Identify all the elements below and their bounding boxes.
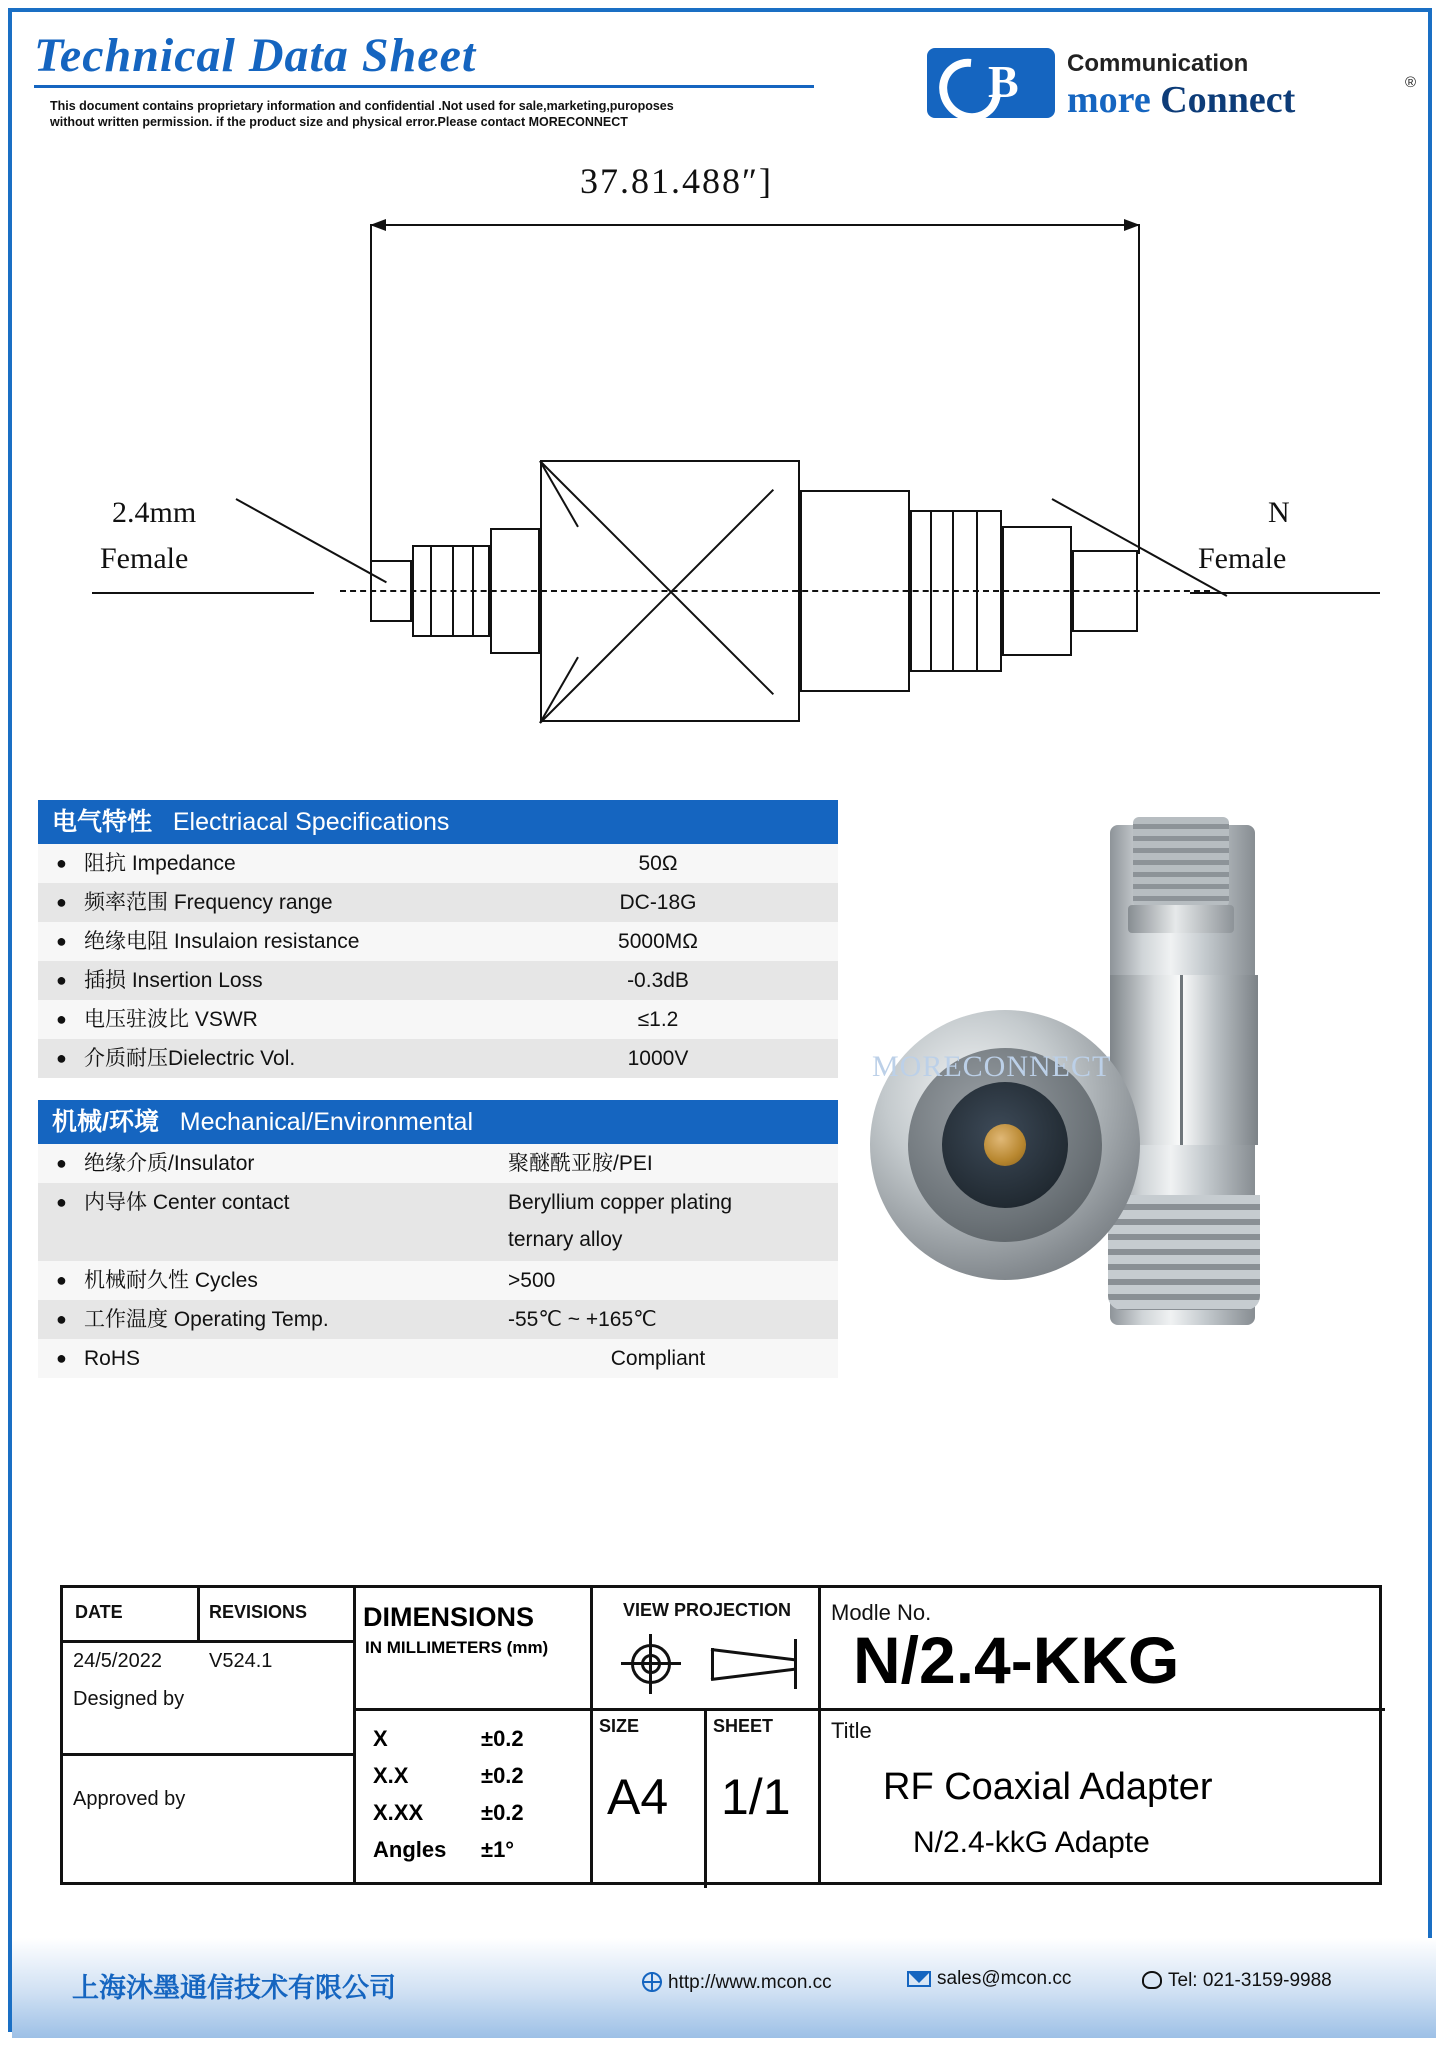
footer-phone-text: Tel: 021-3159-9988 (1168, 1970, 1332, 1991)
spec-name: 介质耐压Dielectric Vol. (84, 1047, 296, 1070)
logo-brand (1067, 78, 1295, 122)
title-block (60, 1585, 1382, 1885)
footer-website[interactable] (642, 1968, 832, 1994)
spec-value: 50Ω (638, 852, 678, 875)
spec-value: 5000MΩ (618, 930, 698, 953)
footer-company-name: 上海沐墨通信技术有限公司 (72, 1973, 396, 2003)
spec-name: 工作温度 Operating Temp. (84, 1308, 329, 1331)
bullet-icon: ● (56, 1048, 67, 1068)
tolerance-xxx-key: X.XX (373, 1800, 424, 1825)
mechanical-heading-en: Mechanical/Environmental (179, 1108, 473, 1136)
bullet-icon: ● (56, 1192, 67, 1212)
spec-value: ≤1.2 (637, 1008, 679, 1031)
tb-hline-3 (590, 1708, 1385, 1711)
product-photo (860, 795, 1400, 1395)
title-value: RF Coaxial Adapter (883, 1766, 1213, 1808)
spec-name: 阻抗 Impedance (84, 852, 236, 875)
electrical-heading (38, 800, 838, 844)
left-callout-size: 2.4mm (112, 496, 197, 529)
dimension-line (370, 224, 1140, 226)
spec-value: >500 (508, 1269, 556, 1292)
footer-email[interactable] (907, 1968, 1071, 1990)
size-value: A4 (607, 1769, 669, 1825)
spec-value: Compliant (610, 1347, 706, 1370)
mechanical-heading-cn: 机械/环境 (52, 1108, 159, 1136)
document-header (22, 22, 1418, 132)
page-title: Technical Data Sheet (34, 28, 814, 88)
bullet-icon: ● (56, 853, 67, 873)
photo-top-collar (1128, 905, 1234, 933)
mechanical-heading (38, 1100, 838, 1144)
photo-hex-edge (1180, 975, 1183, 1145)
dimensions-sub-label: IN MILLIMETERS (mm) (365, 1638, 549, 1657)
tb-hline-2 (63, 1753, 353, 1756)
spec-value-line2: ternary alloy (508, 1228, 623, 1251)
table-row (38, 961, 838, 1000)
spec-value: Beryllium copper plating (508, 1191, 733, 1214)
tb-vline-1 (353, 1588, 356, 1882)
bullet-icon: ● (56, 1348, 67, 1368)
tolerance-angles-key: Angles (373, 1837, 447, 1862)
bullet-icon: ● (56, 1153, 67, 1173)
spec-name: 绝缘介质/Insulator (84, 1152, 255, 1175)
revisions-label: REVISIONS (209, 1602, 308, 1622)
tb-hline-4 (353, 1708, 590, 1711)
photo-center-contact (984, 1124, 1026, 1166)
table-row (38, 1261, 838, 1300)
company-logo (927, 42, 1427, 122)
footer-website-text: http://www.mcon.cc (668, 1972, 832, 1993)
bullet-icon: ● (56, 1309, 67, 1329)
date-value: 24/5/2022 (73, 1650, 162, 1672)
logo-brand-connect: Connect (1160, 79, 1296, 121)
table-row (38, 922, 838, 961)
bullet-icon: ● (56, 1270, 67, 1290)
designed-by-label: Designed by (73, 1688, 185, 1710)
spec-name: 内导体 Center contact (84, 1191, 290, 1214)
connector-body-top-chamfer (612, 460, 800, 462)
document-footer (12, 1938, 1436, 2038)
spec-value: -0.3dB (627, 969, 689, 992)
logo-mark-icon (927, 48, 1055, 118)
footer-phone (1142, 1968, 1332, 1992)
spec-name: 插损 Insertion Loss (84, 969, 263, 992)
bullet-icon: ● (56, 892, 67, 912)
electrical-heading-en: Electriacal Specifications (172, 808, 450, 836)
spec-name: 绝缘电阻 Insulaion resistance (84, 930, 360, 953)
spec-value: 1000V (627, 1047, 689, 1070)
logo-tagline: Communication (1067, 50, 1249, 77)
disclaimer-line-1: This document contains proprietary information and confidential .Not used for sale,marketing,puroposes (50, 99, 674, 113)
tolerance-angles-val: ±1° (481, 1837, 515, 1862)
extension-line-right (1138, 224, 1140, 554)
tb-hline-1 (63, 1640, 353, 1643)
left-callout-gender: Female (100, 542, 189, 575)
sheet-value: 1/1 (721, 1769, 791, 1825)
view-projection-label: VIEW PROJECTION (623, 1600, 792, 1620)
spec-value: -55℃ ~ +165℃ (508, 1308, 657, 1331)
title-label: Title (831, 1718, 872, 1743)
dimensions-label: DIMENSIONS (363, 1602, 535, 1632)
sheet-label: SHEET (713, 1716, 774, 1736)
photo-bottom-thread (1108, 1195, 1260, 1310)
model-label: Modle No. (831, 1600, 932, 1625)
disclaimer (50, 98, 850, 130)
table-row (38, 1144, 838, 1183)
logo-letter: B (988, 56, 1019, 107)
tolerance-xx-val: ±0.2 (481, 1763, 524, 1788)
date-label: DATE (75, 1602, 123, 1622)
projection-symbol-icon (623, 1636, 679, 1692)
tb-vline-2 (590, 1588, 593, 1882)
spec-name: 频率范围 Frequency range (84, 891, 333, 914)
projection-cone-icon (711, 1640, 797, 1688)
globe-icon (642, 1972, 662, 1992)
table-row (38, 1000, 838, 1039)
tb-vline-5 (704, 1708, 707, 1888)
bullet-icon: ● (56, 1009, 67, 1029)
size-label: SIZE (599, 1716, 640, 1736)
title-sub-value: N/2.4-kkG Adapte (913, 1826, 1150, 1859)
table-row (38, 1183, 838, 1261)
technical-drawing (40, 160, 1410, 780)
photo-watermark: MORECONNECT (872, 1050, 1112, 1083)
right-callout-size: N (1268, 496, 1290, 529)
center-line (340, 590, 1210, 592)
tolerance-x-key: X (373, 1726, 388, 1751)
table-row (38, 883, 838, 922)
photo-top-thread (1133, 817, 1229, 907)
table-row (38, 1339, 838, 1378)
tolerance-x-val: ±0.2 (481, 1726, 524, 1751)
revisions-value: V524.1 (209, 1650, 273, 1672)
bullet-icon: ● (56, 931, 67, 951)
disclaimer-line-2: without written permission. if the product size and physical error.Please contact MORECONNECT (50, 115, 628, 129)
electrical-heading-cn: 电气特性 (52, 808, 153, 836)
mail-icon (907, 1971, 931, 1987)
spec-name: 电压驻波比 VSWR (84, 1008, 258, 1031)
overall-dimension-label: 37.81.488″] (580, 161, 773, 201)
registered-mark: ® (1405, 74, 1417, 91)
spec-name: 机械耐久性 Cycles (84, 1269, 258, 1292)
table-row (38, 1300, 838, 1339)
mechanical-specifications (38, 1100, 838, 1378)
approved-by-label: Approved by (73, 1788, 186, 1810)
phone-icon (1142, 1971, 1162, 1989)
bullet-icon: ● (56, 970, 67, 990)
model-value: N/2.4-KKG (853, 1623, 1180, 1697)
left-callout-underline (92, 592, 314, 594)
table-row (38, 844, 838, 883)
left-callout-leader (236, 498, 387, 583)
extension-line-left (370, 224, 372, 614)
logo-brand-more: more (1067, 79, 1161, 121)
spec-value: DC-18G (619, 891, 697, 914)
spec-name: RoHS (84, 1347, 141, 1370)
spec-value: 聚醚酰亚胺/PEI (508, 1152, 653, 1175)
tolerance-xx-key: X.X (373, 1763, 409, 1788)
footer-email-text: sales@mcon.cc (937, 1968, 1072, 1989)
table-row (38, 1039, 838, 1078)
tolerance-xxx-val: ±0.2 (481, 1800, 524, 1825)
tb-vline-4 (197, 1588, 200, 1640)
electrical-specifications (38, 800, 838, 1078)
tb-vline-3 (818, 1588, 821, 1882)
right-callout-gender: Female (1198, 542, 1287, 575)
